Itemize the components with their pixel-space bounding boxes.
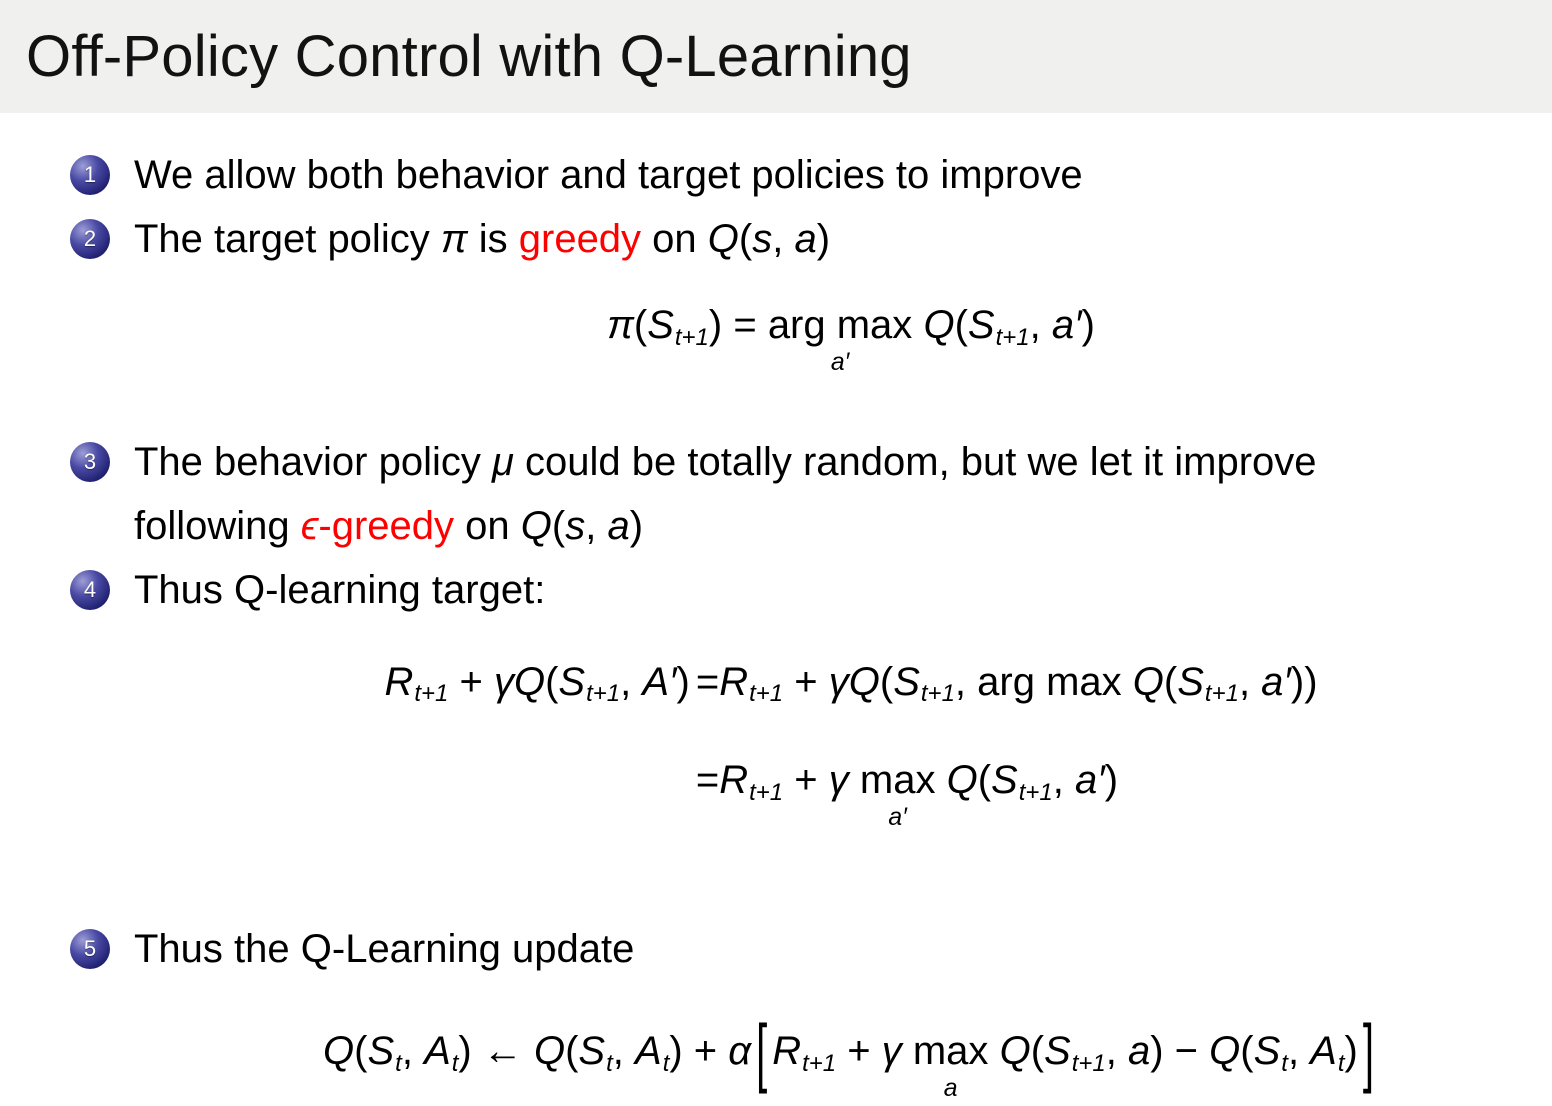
target-eq-row1-rhs: =Rt+1 + γQ(St+1, arg max Q(St+1, a′)) <box>695 659 1318 708</box>
item-2-bullet-number: 2 <box>70 219 110 259</box>
item-5-text <box>134 917 634 981</box>
qlearning-update-equation <box>70 1011 1522 1102</box>
greedy-policy-equation-math: π(St+1) = arg max a′ Q(St+1, a′) <box>607 303 1095 376</box>
item-3-bullet-number: 3 <box>70 442 110 482</box>
slide-content <box>0 113 1552 1102</box>
qlearning-target-equations <box>70 654 1522 831</box>
item-3-line-2: following ϵ-greedy on Q(s, a) <box>134 503 644 548</box>
list-item-2 <box>70 207 1522 271</box>
item-4-text <box>134 558 545 622</box>
item-1-text <box>134 143 1083 207</box>
target-eq-row1-lhs: Rt+1 + γQ(St+1, A′) <box>384 659 690 708</box>
list-item-1 <box>70 143 1522 207</box>
target-eq-row2-rhs: =Rt+1 + γ max a′ Q(St+1, a′) <box>695 758 1119 831</box>
slide-title: Off-Policy Control with Q-Learning <box>26 24 912 89</box>
list-item-5 <box>70 917 1522 981</box>
list-item-4 <box>70 558 1522 622</box>
item-5-bullet-number: 5 <box>70 929 110 969</box>
list-item-3 <box>70 430 1522 558</box>
item-2-line-1: The target policy π is greedy on Q(s, a) <box>134 217 831 261</box>
item-5-line-1: Thus the Q-Learning update <box>134 927 635 972</box>
item-4-bullet-number: 4 <box>70 570 110 610</box>
qlearning-update-equation-math: Q(St, At) ← Q(St, At) + α [ Rt+1 + γ max a Q(St+1, a) − Q(St, At) ] <box>323 1011 1374 1102</box>
item-1-line-1: We allow both behavior and target policies to improve <box>134 153 1083 197</box>
item-1-bullet-number: 1 <box>70 155 110 195</box>
slide-title-bar <box>0 0 1552 113</box>
greedy-policy-equation <box>70 297 1522 376</box>
item-4-line-1: Thus Q-learning target: <box>134 567 546 612</box>
item-2-text <box>134 207 830 271</box>
item-3-text <box>134 430 1317 558</box>
item-3-line-1: The behavior policy μ could be totally random, but we let it improve <box>134 439 1317 484</box>
qlearning-target-eqalign <box>384 654 1318 831</box>
target-eq-row2-lhs <box>384 752 689 821</box>
